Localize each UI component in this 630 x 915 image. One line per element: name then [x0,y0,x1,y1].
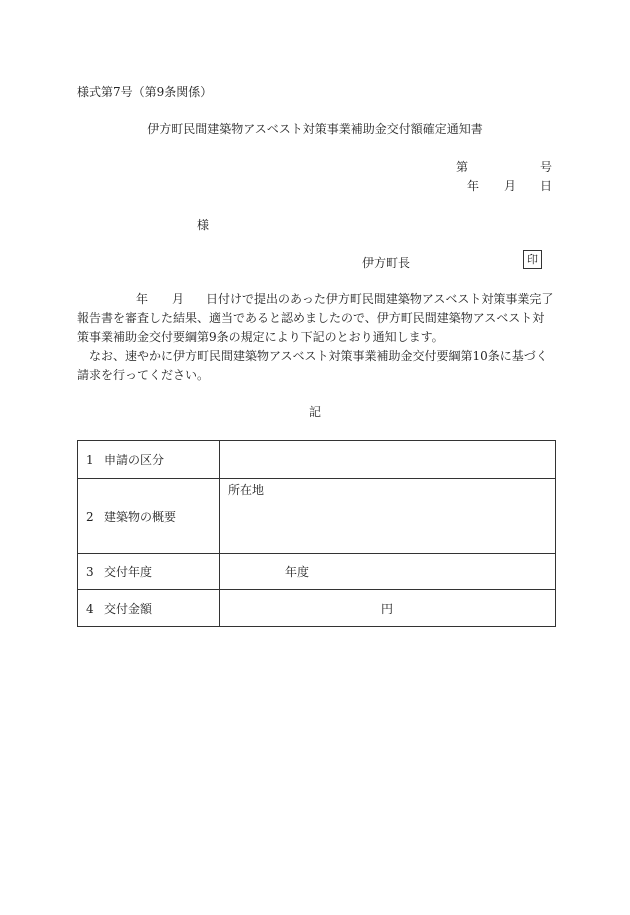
body-paragraph-2 [77,347,555,385]
row-label: 申請の区分 [104,453,165,467]
table-row [78,479,556,554]
row-label: 建築物の概要 [104,509,177,524]
body-paragraph-2-text: なお、速やかに伊方町民間建築物アスベスト対策事業補助金交付要綱第10条に基づく請求を行ってください。 [77,349,548,382]
table-label-cell [78,479,220,554]
doc-number-suffix: 号 [540,160,553,174]
table-row [78,554,556,590]
form-number: 様式第7号（第9条関係） [77,85,213,99]
document-title: 伊方町民間建築物アスベスト対策事業補助金交付額確定通知書 [147,122,483,136]
body-paragraph-1 [77,290,555,347]
row-number: 4 [86,601,94,616]
row-number: 1 [86,453,94,467]
body-year: 年 [136,292,149,306]
table-value-cell [220,590,556,627]
table-label-cell [78,590,220,627]
row-label: 交付金額 [104,601,153,616]
detail-table [77,440,556,627]
table-value-cell [220,554,556,590]
date-day: 日 [540,179,553,193]
body-text [77,290,555,385]
table-row [78,441,556,479]
seal-mark: 印 [523,250,542,269]
body-month: 月 [172,292,185,306]
table-value-cell [220,441,556,479]
date-month: 月 [504,179,517,193]
row-number: 3 [86,565,94,579]
address-label: 所在地 [228,483,265,497]
row-number: 2 [86,509,94,524]
date-year: 年 [467,179,480,193]
table-row [78,590,556,627]
ki-heading: 記 [308,405,321,419]
table-value-cell [220,479,556,554]
table-label-cell [78,554,220,590]
table-label-cell [78,441,220,479]
fiscal-year-unit: 年度 [285,565,310,579]
doc-number-prefix: 第 [456,160,469,174]
row-label: 交付年度 [104,565,153,579]
amount-unit: 円 [381,601,394,616]
body-paragraph-1-text: 日付けで提出のあった伊方町民間建築物アスベスト対策事業完了報告書を審査した結果、適当であると認めましたので、伊方町民間建築物アスベスト対策事業補助金交付要綱第9条の規定により下記のとおり通知します。 [77,292,554,344]
recipient-honorific: 様 [197,218,210,232]
sender-name: 伊方町長 [362,256,411,270]
